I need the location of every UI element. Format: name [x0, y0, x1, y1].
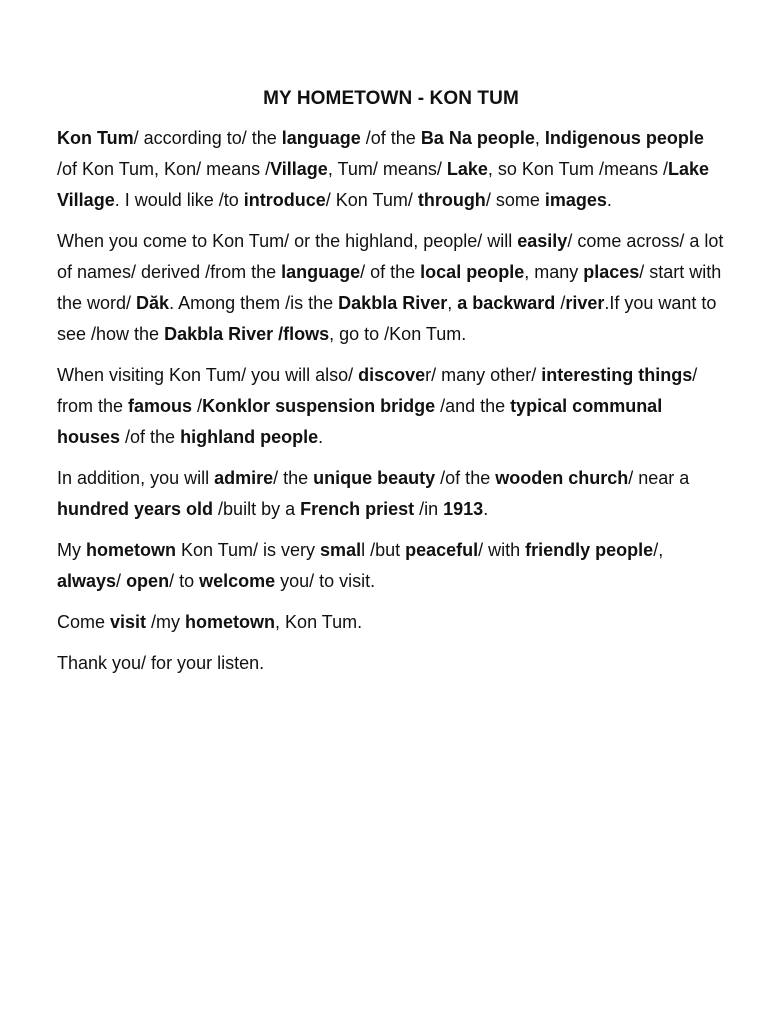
text-run: /in	[414, 499, 444, 519]
bold-text: language	[281, 262, 361, 282]
text-run: r/ many other/	[425, 365, 542, 385]
text-run: / start with the word/	[57, 262, 722, 313]
bold-text: peaceful	[405, 540, 479, 560]
bold-text: discove	[358, 365, 426, 385]
bold-text: through	[417, 190, 486, 210]
text-run: . Among them /is the	[169, 293, 339, 313]
text-run: l /but	[361, 540, 406, 560]
bold-text: Kon Tum	[57, 128, 134, 148]
text-run: / Kon Tum/	[325, 190, 418, 210]
text-run: /	[555, 293, 566, 313]
bold-text: French priest	[300, 499, 415, 519]
text-run: In addition, you will	[57, 468, 215, 488]
text-run: / of the	[360, 262, 421, 282]
text-run: you/ to visit.	[275, 571, 376, 591]
bold-text: Lake Village	[57, 159, 710, 210]
bold-text: typical communal houses	[57, 396, 663, 447]
document-page	[57, 88, 725, 689]
paragraph-1	[57, 123, 725, 216]
bold-text: hometown	[86, 540, 176, 560]
text-run: Come	[57, 612, 111, 632]
text-run: . I would like /to	[114, 190, 244, 210]
bold-text: Konklor suspension bridge	[202, 396, 436, 416]
bold-text: Dăk	[136, 293, 170, 313]
bold-text: Ba Na people	[420, 128, 535, 148]
bold-text: a backward	[457, 293, 556, 313]
paragraph-3	[57, 360, 725, 453]
text-run: /,	[653, 540, 664, 560]
bold-text: language	[281, 128, 361, 148]
text-run: .	[318, 427, 324, 447]
text-run: , many	[524, 262, 584, 282]
bold-text: 1913	[443, 499, 484, 519]
bold-text: hometown	[185, 612, 276, 632]
text-run: , Tum/ means/	[327, 159, 447, 179]
bold-text: Dakbla River /flows	[164, 324, 330, 344]
document-title: MY HOMETOWN - KON TUM	[263, 88, 519, 109]
bold-text: wooden church	[495, 468, 629, 488]
text-run: / with	[478, 540, 526, 560]
bold-text: welcome	[199, 571, 276, 591]
text-run: My	[57, 540, 86, 560]
text-run: /	[116, 571, 127, 591]
text-run: / some	[485, 190, 545, 210]
bold-text: images	[544, 190, 607, 210]
bold-text: famous	[128, 396, 193, 416]
bold-text: Lake	[446, 159, 488, 179]
bold-text: friendly people	[525, 540, 654, 560]
bold-text: visit	[110, 612, 147, 632]
text-run: .If you want to see /how the	[57, 293, 717, 344]
text-run: / near a	[628, 468, 690, 488]
bold-text: river	[565, 293, 605, 313]
text-run: /and the	[435, 396, 511, 416]
bold-text: easily	[517, 231, 568, 251]
text-run: / the	[273, 468, 314, 488]
bold-text: Village	[270, 159, 328, 179]
bold-text: always	[57, 571, 117, 591]
text-run: /of the	[120, 427, 181, 447]
bold-text: local people	[420, 262, 525, 282]
text-run: /of the	[360, 128, 421, 148]
paragraph-4	[57, 463, 725, 525]
paragraph-7	[57, 648, 725, 679]
paragraph-6	[57, 607, 725, 638]
bold-text: open	[126, 571, 170, 591]
text-run: /built by a	[213, 499, 301, 519]
document-body	[57, 123, 725, 679]
text-run: , go to /Kon Tum.	[329, 324, 467, 344]
text-run: When visiting Kon Tum/ you will also/	[57, 365, 359, 385]
text-run: /of Kon Tum, Kon/ means /	[57, 159, 271, 179]
bold-text: smal	[320, 540, 362, 560]
text-run: /	[192, 396, 203, 416]
text-run: .	[483, 499, 489, 519]
paragraph-5	[57, 535, 725, 597]
paragraph-2	[57, 226, 725, 350]
text-run: .	[606, 190, 612, 210]
bold-text: Indigenous people	[544, 128, 704, 148]
text-run: ,	[534, 128, 545, 148]
text-run: / to	[169, 571, 200, 591]
text-run: /of the	[435, 468, 496, 488]
text-run: /my	[146, 612, 186, 632]
text-run: / from the	[57, 365, 698, 416]
text-run: / come across/ a lot of names/ derived /from the	[57, 231, 724, 282]
text-run: Kon Tum/ is very	[176, 540, 321, 560]
text-run: , so Kon Tum /means /	[487, 159, 668, 179]
text-run: When you come to Kon Tum/ or the highland, people/ will	[57, 231, 518, 251]
text-run: ,	[447, 293, 458, 313]
bold-text: highland people	[180, 427, 319, 447]
bold-text: admire	[214, 468, 274, 488]
bold-text: places	[583, 262, 640, 282]
bold-text: introduce	[243, 190, 326, 210]
text-run: Thank you/ for your listen.	[57, 653, 265, 673]
bold-text: hundred years old	[57, 499, 214, 519]
bold-text: Dakbla River	[338, 293, 448, 313]
bold-text: interesting things	[541, 365, 693, 385]
bold-text: unique beauty	[313, 468, 436, 488]
text-run: , Kon Tum.	[275, 612, 363, 632]
text-run: / according to/ the	[133, 128, 282, 148]
